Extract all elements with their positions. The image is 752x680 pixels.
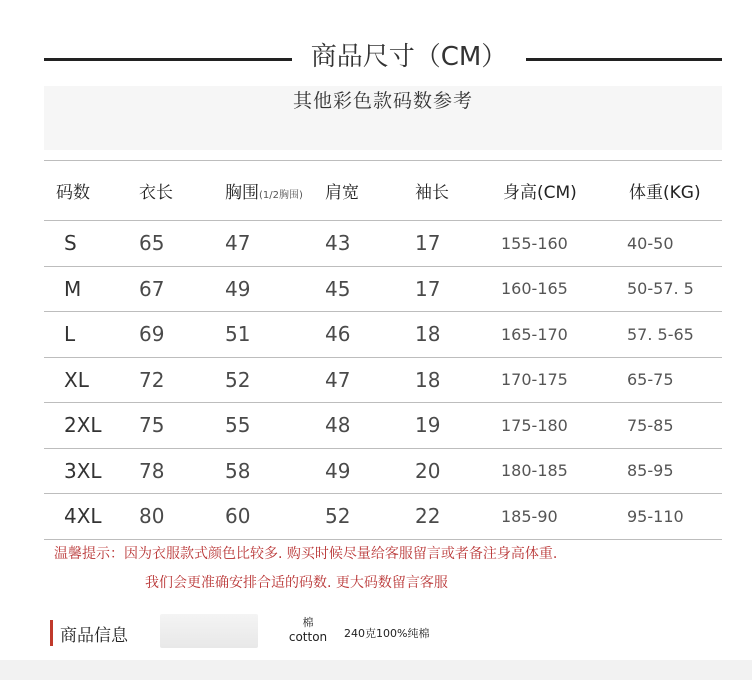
- height-cell: 180-185: [491, 448, 617, 494]
- sleeve-cell: 18: [403, 312, 491, 358]
- col-header-shoulder: [313, 161, 403, 221]
- shoulder-cell: 52: [313, 494, 403, 540]
- size-cell: XL: [44, 357, 127, 403]
- height-cell: 160-165: [491, 266, 617, 312]
- size-cell: M: [44, 266, 127, 312]
- table-row: [44, 266, 722, 312]
- col-header-label: 袖长: [415, 183, 449, 203]
- chest-cell: 60: [213, 494, 313, 540]
- info-accent-bar: [50, 620, 53, 646]
- length-cell: 80: [127, 494, 213, 540]
- table-row: [44, 403, 722, 449]
- length-cell: 67: [127, 266, 213, 312]
- table-header-row: [44, 161, 722, 221]
- col-header-label: 码数: [56, 183, 90, 203]
- shoulder-cell: 46: [313, 312, 403, 358]
- length-cell: 65: [127, 221, 213, 267]
- bottom-band: [0, 660, 752, 680]
- size-cell: 4XL: [44, 494, 127, 540]
- col-header-label: 肩宽: [325, 183, 359, 203]
- chest-cell: 58: [213, 448, 313, 494]
- length-cell: 72: [127, 357, 213, 403]
- fabric-description: 240克100%纯棉: [344, 627, 430, 640]
- weight-cell: 95-110: [617, 494, 722, 540]
- table-row: [44, 312, 722, 358]
- size-table: [44, 160, 722, 540]
- col-header-sleeve: [403, 161, 491, 221]
- sleeve-cell: 17: [403, 266, 491, 312]
- sleeve-cell: 22: [403, 494, 491, 540]
- chest-cell: 55: [213, 403, 313, 449]
- col-header-weight: [617, 161, 722, 221]
- col-header-size: [44, 161, 127, 221]
- height-cell: 185-90: [491, 494, 617, 540]
- title-rule-left: [44, 58, 292, 61]
- table-row: [44, 357, 722, 403]
- col-header-label: 身高(CM): [503, 183, 577, 203]
- page-subtitle: 其他彩色款码数参考: [292, 90, 473, 112]
- sleeve-cell: 18: [403, 357, 491, 403]
- sleeve-cell: 20: [403, 448, 491, 494]
- length-cell: 75: [127, 403, 213, 449]
- height-cell: 175-180: [491, 403, 617, 449]
- height-cell: 155-160: [491, 221, 617, 267]
- product-info-label: 商品信息: [60, 626, 128, 646]
- length-cell: 78: [127, 448, 213, 494]
- fabric-label-english: cotton: [288, 630, 328, 644]
- height-cell: 165-170: [491, 312, 617, 358]
- title-row: [0, 36, 752, 80]
- sleeve-cell: 19: [403, 403, 491, 449]
- col-header-height: [491, 161, 617, 221]
- subtitle-band: [44, 86, 722, 150]
- chest-cell: 49: [213, 266, 313, 312]
- col-header-label: 胸围: [225, 183, 259, 203]
- size-cell: 3XL: [44, 448, 127, 494]
- weight-cell: 40-50: [617, 221, 722, 267]
- weight-cell: 65-75: [617, 357, 722, 403]
- shoulder-cell: 49: [313, 448, 403, 494]
- table-row: [44, 448, 722, 494]
- chest-cell: 47: [213, 221, 313, 267]
- size-cell: L: [44, 312, 127, 358]
- shoulder-cell: 45: [313, 266, 403, 312]
- table-row: [44, 494, 722, 540]
- tip-line-2: 我们会更准确安排合适的码数. 更大码数留言客服: [145, 575, 448, 591]
- col-header-length: [127, 161, 213, 221]
- col-header-chest: [213, 161, 313, 221]
- fabric-swatch-image: [160, 614, 258, 648]
- shoulder-cell: 48: [313, 403, 403, 449]
- height-cell: 170-175: [491, 357, 617, 403]
- col-header-note: (1/2胸围): [259, 190, 303, 201]
- title-rule-right: [526, 58, 722, 61]
- col-header-label: 衣长: [139, 183, 173, 203]
- shoulder-cell: 47: [313, 357, 403, 403]
- page-title: 商品尺寸（CM）: [310, 42, 508, 72]
- fabric-label-chinese: 棉: [302, 616, 314, 629]
- sleeve-cell: 17: [403, 221, 491, 267]
- weight-cell: 75-85: [617, 403, 722, 449]
- table-row: [44, 221, 722, 267]
- shoulder-cell: 43: [313, 221, 403, 267]
- weight-cell: 50-57. 5: [617, 266, 722, 312]
- weight-cell: 85-95: [617, 448, 722, 494]
- weight-cell: 57. 5-65: [617, 312, 722, 358]
- chest-cell: 51: [213, 312, 313, 358]
- length-cell: 69: [127, 312, 213, 358]
- size-cell: S: [44, 221, 127, 267]
- col-header-label: 体重(KG): [629, 183, 701, 203]
- tip-line-1: 温馨提示：因为衣服款式颜色比较多. 购买时候尽量给客服留言或者备注身高体重.: [54, 546, 558, 562]
- chest-cell: 52: [213, 357, 313, 403]
- size-cell: 2XL: [44, 403, 127, 449]
